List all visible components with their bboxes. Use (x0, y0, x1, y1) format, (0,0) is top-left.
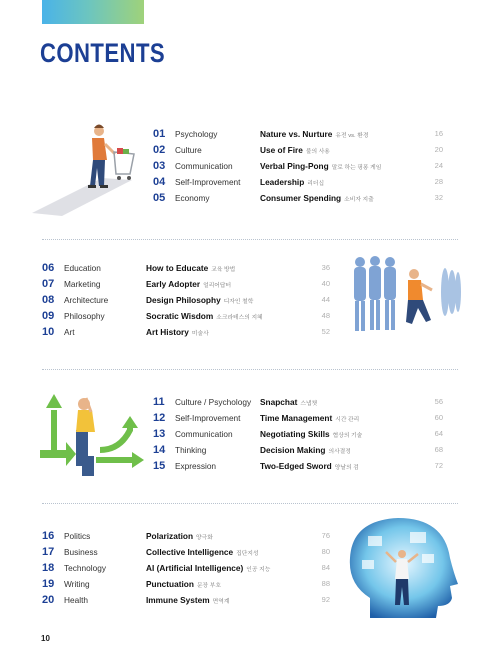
toc-page: 92 (321, 595, 330, 604)
section-divider (42, 503, 458, 504)
toc-topic: Verbal Ping-Pong 말로 하는 핑퐁 게임 (260, 161, 382, 171)
toc-topic: Use of Fire 불의 사용 (260, 145, 330, 155)
toc-topic-korean: 유전 vs. 환경 (335, 133, 369, 139)
section-divider (42, 239, 458, 240)
toc-row[interactable] (153, 411, 443, 425)
toc-topic: Polarization 양극화 (146, 531, 213, 541)
toc-number: 15 (153, 460, 166, 472)
toc-topic: Nature vs. Nurture 유전 vs. 환경 (260, 129, 369, 139)
toc-page: 32 (434, 193, 443, 202)
toc-topic: Art History 미술사 (146, 327, 209, 337)
toc-topic-korean: 인공 지능 (246, 567, 271, 573)
toc-category: Culture / Psychology (175, 397, 252, 407)
toc-category: Self-Improvement (175, 413, 241, 423)
toc-number: 14 (153, 444, 166, 456)
toc-category: Writing (64, 579, 90, 589)
toc-category: Expression (175, 461, 217, 471)
toc-topic-korean: 말로 하는 핑퐁 게임 (331, 165, 382, 171)
toc-category: Technology (64, 563, 106, 573)
toc-topic-korean: 스냅챗 (300, 401, 318, 407)
toc-topic-korean: 의사결정 (328, 449, 351, 455)
toc-topic-korean: 미술사 (191, 331, 209, 337)
toc-category: Marketing (64, 279, 101, 289)
toc-page: 40 (321, 279, 330, 288)
toc-category: Communication (175, 161, 233, 171)
toc-topic-korean: 시간 관리 (335, 417, 360, 423)
toc-topic: Early Adopter 얼리어답터 (146, 279, 232, 289)
toc-row[interactable] (42, 529, 332, 543)
toc-number: 06 (42, 262, 55, 274)
toc-number: 19 (42, 578, 55, 590)
toc-number: 12 (153, 412, 166, 424)
shopping-cart-illustration (22, 118, 142, 218)
toc-row[interactable] (42, 593, 332, 607)
toc-row[interactable] (42, 309, 332, 323)
toc-page: 36 (321, 263, 330, 272)
toc-topic-korean: 소크라테스의 지혜 (216, 315, 263, 321)
toc-topic: How to Educate 교육 방법 (146, 263, 236, 273)
ai-head-illustration (340, 514, 462, 620)
toc-category: Health (64, 595, 88, 605)
toc-topic-korean: 리더십 (307, 181, 325, 187)
toc-row[interactable] (153, 191, 443, 205)
toc-row[interactable] (153, 443, 443, 457)
toc-topic: Two-Edged Sword 양날의 검 (260, 461, 359, 471)
toc-row[interactable] (153, 459, 443, 473)
toc-category: Self-Improvement (175, 177, 241, 187)
toc-number: 17 (42, 546, 55, 558)
toc-row[interactable] (42, 293, 332, 307)
toc-topic: AI (Artificial Intelligence) 인공 지능 (146, 563, 271, 573)
toc-category: Thinking (175, 445, 207, 455)
top-gradient-bar (42, 0, 144, 24)
toc-number: 02 (153, 144, 166, 156)
toc-topic: Collective Intelligence 집단지성 (146, 547, 259, 557)
toc-row[interactable] (42, 277, 332, 291)
toc-number: 08 (42, 294, 55, 306)
toc-row[interactable] (42, 261, 332, 275)
early-adopter-illustration (348, 252, 466, 340)
toc-number: 16 (42, 530, 55, 542)
page-title: CONTENTS (40, 38, 166, 68)
toc-category: Art (64, 327, 75, 337)
toc-topic-korean: 얼리어답터 (203, 283, 232, 289)
toc-page: 16 (434, 129, 443, 138)
toc-row[interactable] (42, 561, 332, 575)
toc-topic: Design Philosophy 디자인 철학 (146, 295, 254, 305)
toc-number: 05 (153, 192, 166, 204)
toc-topic: Negotiating Skills 협상의 기술 (260, 429, 363, 439)
toc-page: 76 (321, 531, 330, 540)
section-divider (42, 369, 458, 370)
toc-page: 68 (434, 445, 443, 454)
toc-number: 09 (42, 310, 55, 322)
toc-row[interactable] (153, 175, 443, 189)
toc-category: Culture (175, 145, 202, 155)
toc-page: 80 (321, 547, 330, 556)
toc-topic-korean: 소비자 지출 (344, 197, 374, 203)
toc-topic-korean: 문장 부호 (196, 583, 221, 589)
toc-category: Communication (175, 429, 233, 439)
toc-row[interactable] (153, 395, 443, 409)
toc-topic: Punctuation 문장 부호 (146, 579, 221, 589)
toc-page: 28 (434, 177, 443, 186)
toc-topic: Socratic Wisdom 소크라테스의 지혜 (146, 311, 263, 321)
toc-topic: Decision Making 의사결정 (260, 445, 351, 455)
toc-page: 84 (321, 563, 330, 572)
toc-number: 03 (153, 160, 166, 172)
toc-category: Philosophy (64, 311, 105, 321)
toc-row[interactable] (153, 143, 443, 157)
toc-topic-korean: 협상의 기술 (332, 433, 363, 439)
toc-topic: Leadership 리더십 (260, 177, 325, 187)
toc-topic-korean: 불의 사용 (305, 149, 330, 155)
toc-row[interactable] (42, 325, 332, 339)
toc-number: 07 (42, 278, 55, 290)
toc-topic-korean: 교육 방법 (211, 267, 236, 273)
toc-page: 72 (434, 461, 443, 470)
toc-row[interactable] (153, 159, 443, 173)
toc-page: 88 (321, 579, 330, 588)
toc-page: 44 (321, 295, 330, 304)
toc-page: 24 (434, 161, 443, 170)
toc-topic: Consumer Spending 소비자 지출 (260, 193, 374, 203)
decision-arrows-illustration (36, 390, 148, 478)
toc-page: 20 (434, 145, 443, 154)
toc-topic: Time Management 시간 관리 (260, 413, 360, 423)
toc-category: Education (64, 263, 101, 273)
toc-number: 11 (153, 396, 165, 408)
toc-topic: Snapchat 스냅챗 (260, 397, 318, 407)
toc-row[interactable] (42, 545, 332, 559)
toc-page: 48 (321, 311, 330, 320)
toc-number: 20 (42, 594, 55, 606)
toc-category: Business (64, 547, 98, 557)
toc-row[interactable] (153, 427, 443, 441)
toc-topic-korean: 면역계 (212, 599, 230, 605)
toc-category: Economy (175, 193, 210, 203)
toc-number: 18 (42, 562, 55, 574)
toc-number: 01 (153, 128, 166, 140)
footer-page-number: 10 (41, 634, 50, 643)
toc-category: Architecture (64, 295, 109, 305)
toc-page: 64 (434, 429, 443, 438)
toc-topic-korean: 디자인 철학 (223, 299, 254, 305)
toc-number: 13 (153, 428, 166, 440)
toc-topic-korean: 양날의 검 (334, 465, 359, 471)
toc-row[interactable] (42, 577, 332, 591)
toc-row[interactable] (153, 127, 443, 141)
toc-number: 10 (42, 326, 55, 338)
toc-page: 52 (321, 327, 330, 336)
toc-topic: Immune System 면역계 (146, 595, 230, 605)
toc-category: Psychology (175, 129, 218, 139)
toc-topic-korean: 집단지성 (236, 551, 259, 557)
toc-category: Politics (64, 531, 91, 541)
toc-page: 56 (434, 397, 443, 406)
toc-topic-korean: 양극화 (196, 535, 213, 541)
toc-number: 04 (153, 176, 166, 188)
toc-page: 60 (434, 413, 443, 422)
